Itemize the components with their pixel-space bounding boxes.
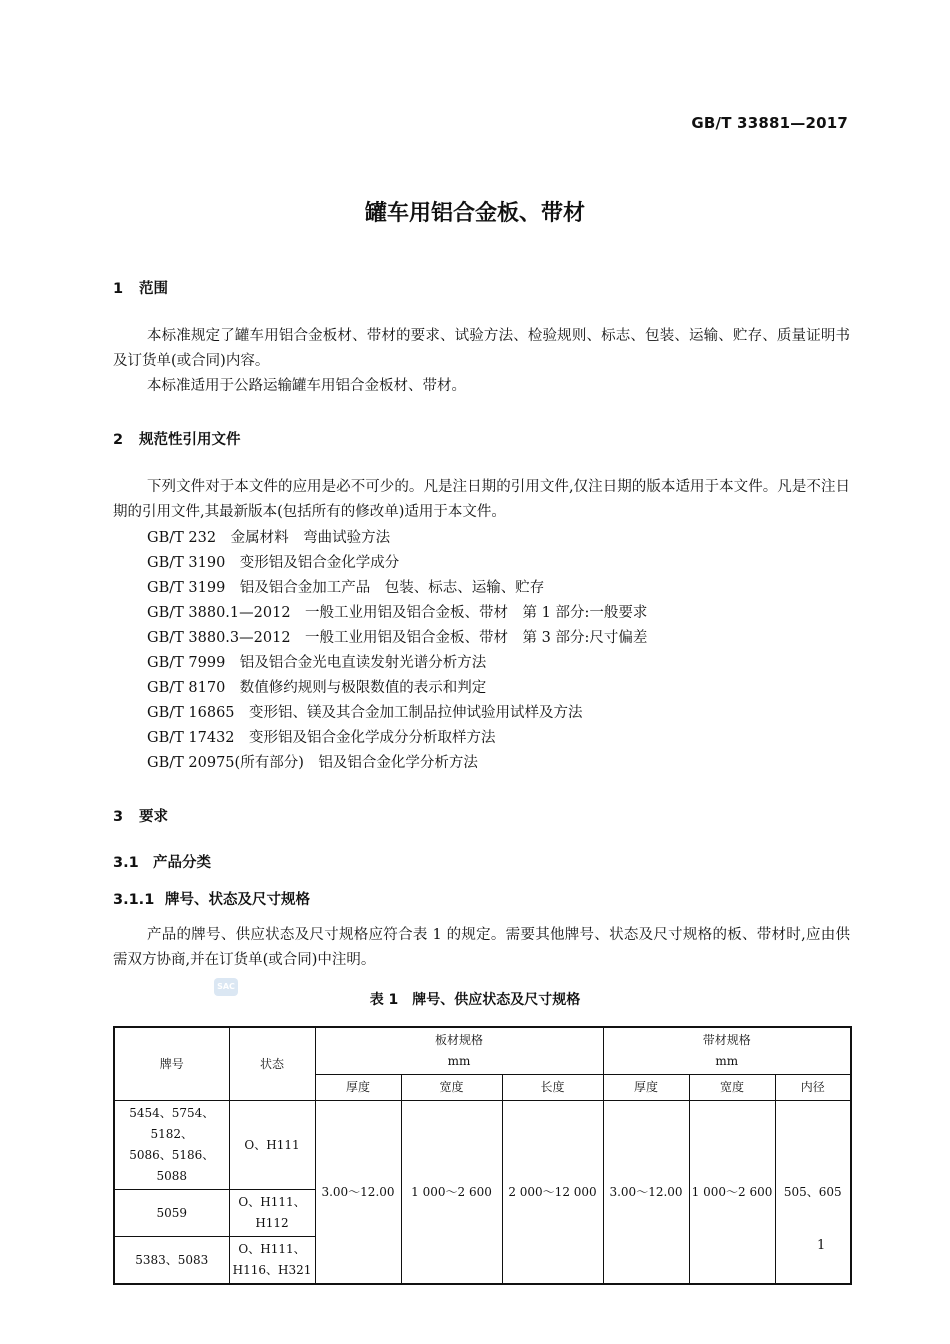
section-2-paragraph-1: 下列文件对于本文件的应用是必不可少的。凡是注日期的引用文件,仅注日期的版本适用于本文件。凡是不注日期的引用文件,其最新版本(包括所有的修改单)适用于本文件。: [113, 479, 850, 520]
section-3-1-1-heading: [113, 888, 310, 909]
table-caption: 表 1 牌号、供应状态及尺寸规格: [369, 992, 581, 1008]
section-3-1-1-paragraph: 产品的牌号、供应状态及尺寸规格应符合表 1 的规定。需要其他牌号、状态及尺寸规格的板、带材时,应由供需双方协商,并在订货单(或合同)中注明。: [113, 927, 850, 968]
header-temper: 状态: [229, 1027, 315, 1101]
section-2-heading: [113, 428, 241, 449]
spec-table: [113, 1026, 852, 1285]
temper-line: O、H111: [244, 1137, 300, 1152]
header-plate-thickness: 厚度: [315, 1075, 401, 1101]
section-number: 1: [113, 281, 124, 297]
section-1-paragraph-2: 本标准适用于公路运输罐车用铝合金板材、带材。: [147, 378, 466, 394]
grade-line: 5383、5083: [135, 1252, 209, 1267]
standard-code: GB/T 33881—2017: [691, 114, 848, 132]
section-title: 范围: [139, 281, 168, 297]
section-3-1-heading: [113, 851, 211, 872]
strip-inner-diameter-cell: 505、605: [775, 1101, 851, 1285]
header-strip-thickness: 厚度: [603, 1075, 689, 1101]
section-number: 3: [113, 809, 124, 825]
reference-item: GB/T 3880.1—2012 一般工业用铝及铝合金板、带材 第 1 部分:一般要求: [147, 605, 648, 621]
reference-item: GB/T 3199 铝及铝合金加工产品 包装、标志、运输、贮存: [147, 580, 545, 596]
strip-spec-unit: mm: [715, 1054, 739, 1068]
temper-line: O、H111、: [238, 1242, 306, 1256]
grade-cell: [114, 1237, 229, 1285]
grade-cell: [114, 1101, 229, 1190]
grade-cell: [114, 1190, 229, 1237]
table-row: [114, 1101, 851, 1190]
header-plate-width: 宽度: [401, 1075, 502, 1101]
temper-cell: [229, 1237, 315, 1285]
reference-item: GB/T 3190 变形铝及铝合金化学成分: [147, 555, 400, 571]
reference-item: GB/T 7999 铝及铝合金光电直读发射光谱分析方法: [147, 655, 487, 671]
header-plate-spec: [315, 1027, 603, 1075]
section-1-heading: [113, 277, 168, 298]
reference-item: GB/T 16865 变形铝、镁及其合金加工制品拉伸试验用试样及方法: [147, 705, 583, 721]
section-title: 产品分类: [153, 855, 211, 871]
sac-watermark: SAC: [214, 978, 238, 996]
header-strip-width: 宽度: [689, 1075, 775, 1101]
section-title: 规范性引用文件: [139, 432, 241, 448]
plate-width-cell: 1 000～2 600: [401, 1101, 502, 1285]
grade-line: 5086、5186、5088: [129, 1148, 215, 1183]
section-3-heading: [113, 805, 168, 826]
reference-item: GB/T 20975(所有部分) 铝及铝合金化学分析方法: [147, 755, 478, 771]
strip-width-cell: 1 000～2 600: [689, 1101, 775, 1285]
plate-spec-unit: mm: [447, 1054, 471, 1068]
strip-spec-label: 带材规格: [702, 1033, 751, 1047]
temper-line: H116、H321: [232, 1263, 312, 1277]
document-title: 罐车用铝合金板、带材: [364, 201, 585, 226]
temper-cell: [229, 1101, 315, 1190]
reference-item: GB/T 3880.3—2012 一般工业用铝及铝合金板、带材 第 3 部分:尺寸偏差: [147, 630, 648, 646]
section-number: 3.1.1: [113, 892, 155, 908]
plate-length-cell: 2 000～12 000: [502, 1101, 603, 1285]
section-number: 3.1: [113, 855, 139, 871]
temper-line: O、H111、: [238, 1195, 306, 1209]
plate-thickness-cell: 3.00～12.00: [315, 1101, 401, 1285]
page-number: 1: [817, 1238, 826, 1253]
strip-thickness-cell: 3.00～12.00: [603, 1101, 689, 1285]
section-1-paragraph-1: 本标准规定了罐车用铝合金板材、带材的要求、试验方法、检验规则、标志、包装、运输、贮存、质量证明书及订货单(或合同)内容。: [113, 328, 850, 369]
grade-line: 5059: [156, 1205, 188, 1220]
grade-line: 5454、5754、5182、: [129, 1106, 215, 1141]
temper-line: H112: [255, 1216, 289, 1230]
reference-item: GB/T 17432 变形铝及铝合金化学成分分析取样方法: [147, 730, 496, 746]
plate-spec-label: 板材规格: [435, 1033, 484, 1047]
section-title: 牌号、状态及尺寸规格: [165, 892, 310, 908]
section-number: 2: [113, 432, 124, 448]
header-strip-inner-diameter: 内径: [775, 1075, 851, 1101]
reference-item: GB/T 232 金属材料 弯曲试验方法: [147, 530, 391, 546]
table-header-row: [114, 1027, 851, 1075]
reference-item: GB/T 8170 数值修约规则与极限数值的表示和判定: [147, 680, 487, 696]
header-grade: 牌号: [114, 1027, 229, 1101]
section-title: 要求: [139, 809, 168, 825]
header-strip-spec: [603, 1027, 851, 1075]
header-plate-length: 长度: [502, 1075, 603, 1101]
temper-cell: [229, 1190, 315, 1237]
